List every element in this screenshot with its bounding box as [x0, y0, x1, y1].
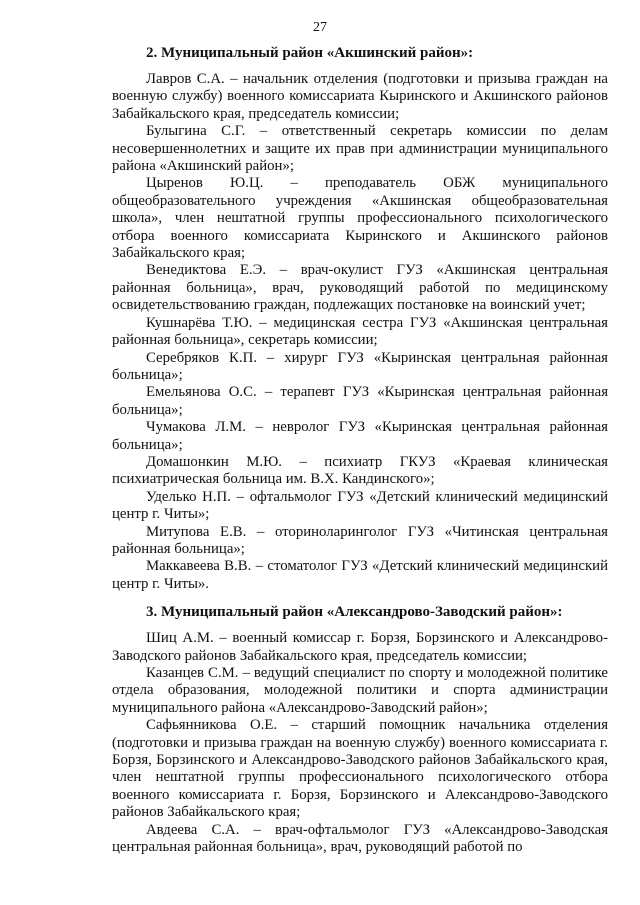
member-entry: Авдеева С.А. – врач-офтальмолог ГУЗ «Александрово-Заводская центральная районная больница», врач, руководящий работой по	[112, 821, 608, 856]
member-entry: Кушнарёва Т.Ю. – медицинская сестра ГУЗ «Акшинская центральная районная больница», секретарь комиссии;	[112, 314, 608, 349]
member-entry: Сафьянникова О.Е. – старший помощник начальника отделения (подготовки и призыва граждан на военную службу) военного комиссариата г. Борзя, Борзинского и Александрово-Заводского районов Забайкальского края, член нештатной группы профессионального психологического отбора военного комиссариата г. Борзя, Борзинского и Александрово-Заводского районов Забайкальского края;	[112, 717, 608, 821]
member-entry: Маккавеева В.В. – стоматолог ГУЗ «Детский клинический медицинский центр г. Читы».	[112, 558, 608, 592]
member-entry: Домашонкин М.Ю. – психиатр ГКУЗ «Краевая клиническая психиатрическая больница им. В.Х. Кандинского»;	[112, 453, 608, 488]
member-entry: Серебряков К.П. – хирург ГУЗ «Кыринская центральная районная больница»;	[112, 349, 608, 383]
section-aleksandrovo-zavodsky	[112, 603, 608, 856]
member-entry: Казанцев С.М. – ведущий специалист по спорту и молодежной политике отдела образования, молодежной политики и спорта администрации муниципального района «Александрово-Заводский район»;	[112, 665, 608, 716]
member-entry: Булыгина С.Г. – ответственный секретарь комиссии по делам несовершеннолетних и защите их прав при администрации муниципального района «Акшинский район»;	[112, 123, 608, 175]
member-entry: Емельянова О.С. – терапевт ГУЗ «Кыринская центральная районная больница»;	[112, 384, 608, 418]
member-entry: Чумакова Л.М. – невролог ГУЗ «Кыринская центральная районная больница»;	[112, 419, 608, 453]
member-entry: Цыренов Ю.Ц. – преподаватель ОБЖ муниципального общеобразовательного учреждения «Акшинская общеобразовательная школа», член нештатной группы профессионального психологического отбора военного комиссариата Кыринского и Акшинского районов Забайкальского края;	[112, 175, 608, 262]
member-entry: Лавров С.А. – начальник отделения (подготовки и призыва граждан на военную службу) военного комиссариата Кыринского и Акшинского районов Забайкальского края, председатель комиссии;	[112, 71, 608, 122]
section-heading: 2. Муниципальный район «Акшинский район»:	[146, 45, 474, 61]
member-entry: Венедиктова Е.Э. – врач-окулист ГУЗ «Акшинская центральная районная больница», врач, руководящий работой по медицинскому освидетельствованию граждан, подлежащих постановке на воинский учет;	[112, 262, 608, 314]
section-akshinsky	[112, 44, 608, 593]
member-entry: Митупова Е.В. – оториноларинголог ГУЗ «Читинская центральная районная больница»;	[112, 523, 608, 557]
member-entry: Шиц А.М. – военный комиссар г. Борзя, Борзинского и Александрово-Заводского районов Забайкальского края, председатель комиссии;	[112, 630, 608, 664]
section-heading: 3. Муниципальный район «Александрово-Заводский район»:	[146, 604, 563, 621]
document-body	[112, 44, 608, 856]
member-entry: Уделько Н.П. – офтальмолог ГУЗ «Детский клинический медицинский центр г. Читы»;	[112, 488, 608, 523]
page-number: 27	[313, 20, 327, 35]
